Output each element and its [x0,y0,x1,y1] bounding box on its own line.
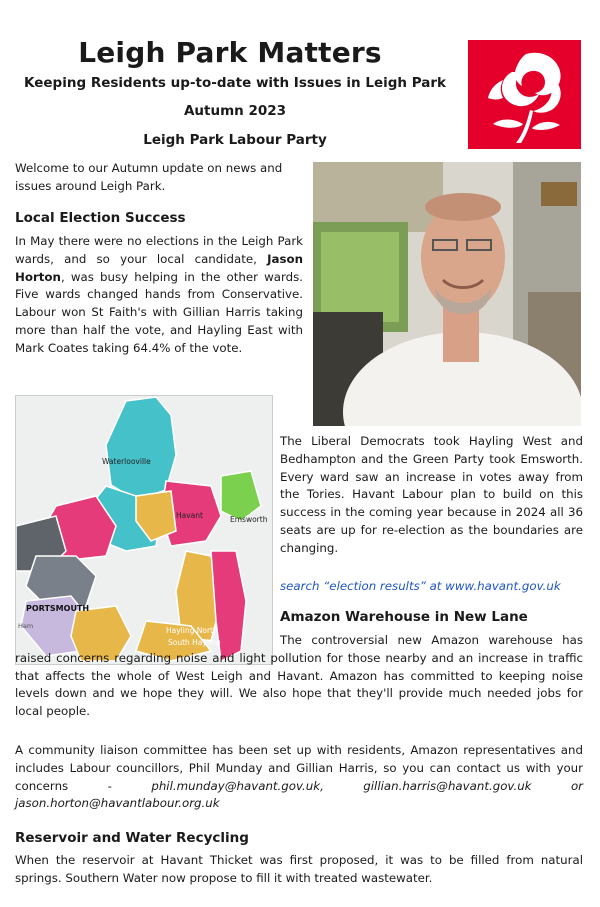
election-p1-text-a: In May there were no elections in the Leigh Park wards, and so your local candidate, [15,234,303,266]
election-paragraph-2: The Liberal Democrats took Hayling West and Bedhampton and the Green Party took Emsworth. Every ward saw an increase in votes away from the Tories. Havant Labour plan to build on this success in the coming year because in 2024 all 36 seats are up for re-election as the boundaries are changing. [280,434,583,555]
section-heading-election: Local Election Success [15,210,186,226]
election-p1-text-b: , was busy helping in the other wards. Five wards changed hands from Conservative. Labour won St Faith's with Gillian Harris taking more than half the vote, and Hayling East with Mark Coates taking 64.4% of the vote. [15,269,303,355]
map-label-south-hayling: South Hayling [168,638,221,647]
amazon-paragraph-2 [15,742,583,813]
newsletter-subtitle: Keeping Residents up-to-date with Issues in Leigh Park [24,75,446,91]
map-label-havant: Havant [176,511,203,520]
election-results-link[interactable]: search “election results” at www.havant.gov.uk [280,579,561,593]
amazon-paragraph-1: The controversial new Amazon warehouse has raised concerns regarding noise and light pollution for those nearby and an increase in traffic that affects the whole of West Leigh and Havant. Amazon has committed to keeping noise levels down and we hope they will. We also hope that they'll provide much needed jobs for local people. [15,633,583,719]
rose-icon [468,40,581,149]
map-label-portsmouth: PORTSMOUTH [26,604,90,613]
amazon-p2-text: A community liaison committee has been set up with residents, Amazon representatives and includes Labour councillors, Phil Munday and Gillian Harris, so you can contact us with your concerns - [15,743,583,793]
ward-map [15,395,273,665]
election-paragraph-1 [15,233,303,358]
candidate-photo [313,162,581,426]
map-label-ham: Ham [18,622,34,630]
intro-paragraph: Welcome to our Autumn update on news and issues around Leigh Park. [15,161,283,193]
party-name: Leigh Park Labour Party [143,132,327,148]
labour-rose-logo [468,40,581,149]
newsletter-title: Leigh Park Matters [78,36,382,69]
map-label-waterlooville: Waterlooville [102,457,151,466]
contact-emails[interactable]: phil.munday@havant.gov.uk, gillian.harris@havant.gov.uk or jason.horton@havantlabour.org.uk [15,778,584,811]
map-label-hayling-north: Hayling North [166,626,218,635]
candidate-name: Jason Horton [15,251,303,284]
section-heading-amazon: Amazon Warehouse in New Lane [280,609,528,625]
issue-season: Autumn 2023 [183,103,287,119]
map-label-emsworth: Emsworth [230,515,268,524]
section-heading-reservoir: Reservoir and Water Recycling [15,830,249,846]
reservoir-paragraph: When the reservoir at Havant Thicket was first proposed, it was to be filled from natural springs. Southern Water now propose to fill it with treated wastewater. [15,853,583,885]
